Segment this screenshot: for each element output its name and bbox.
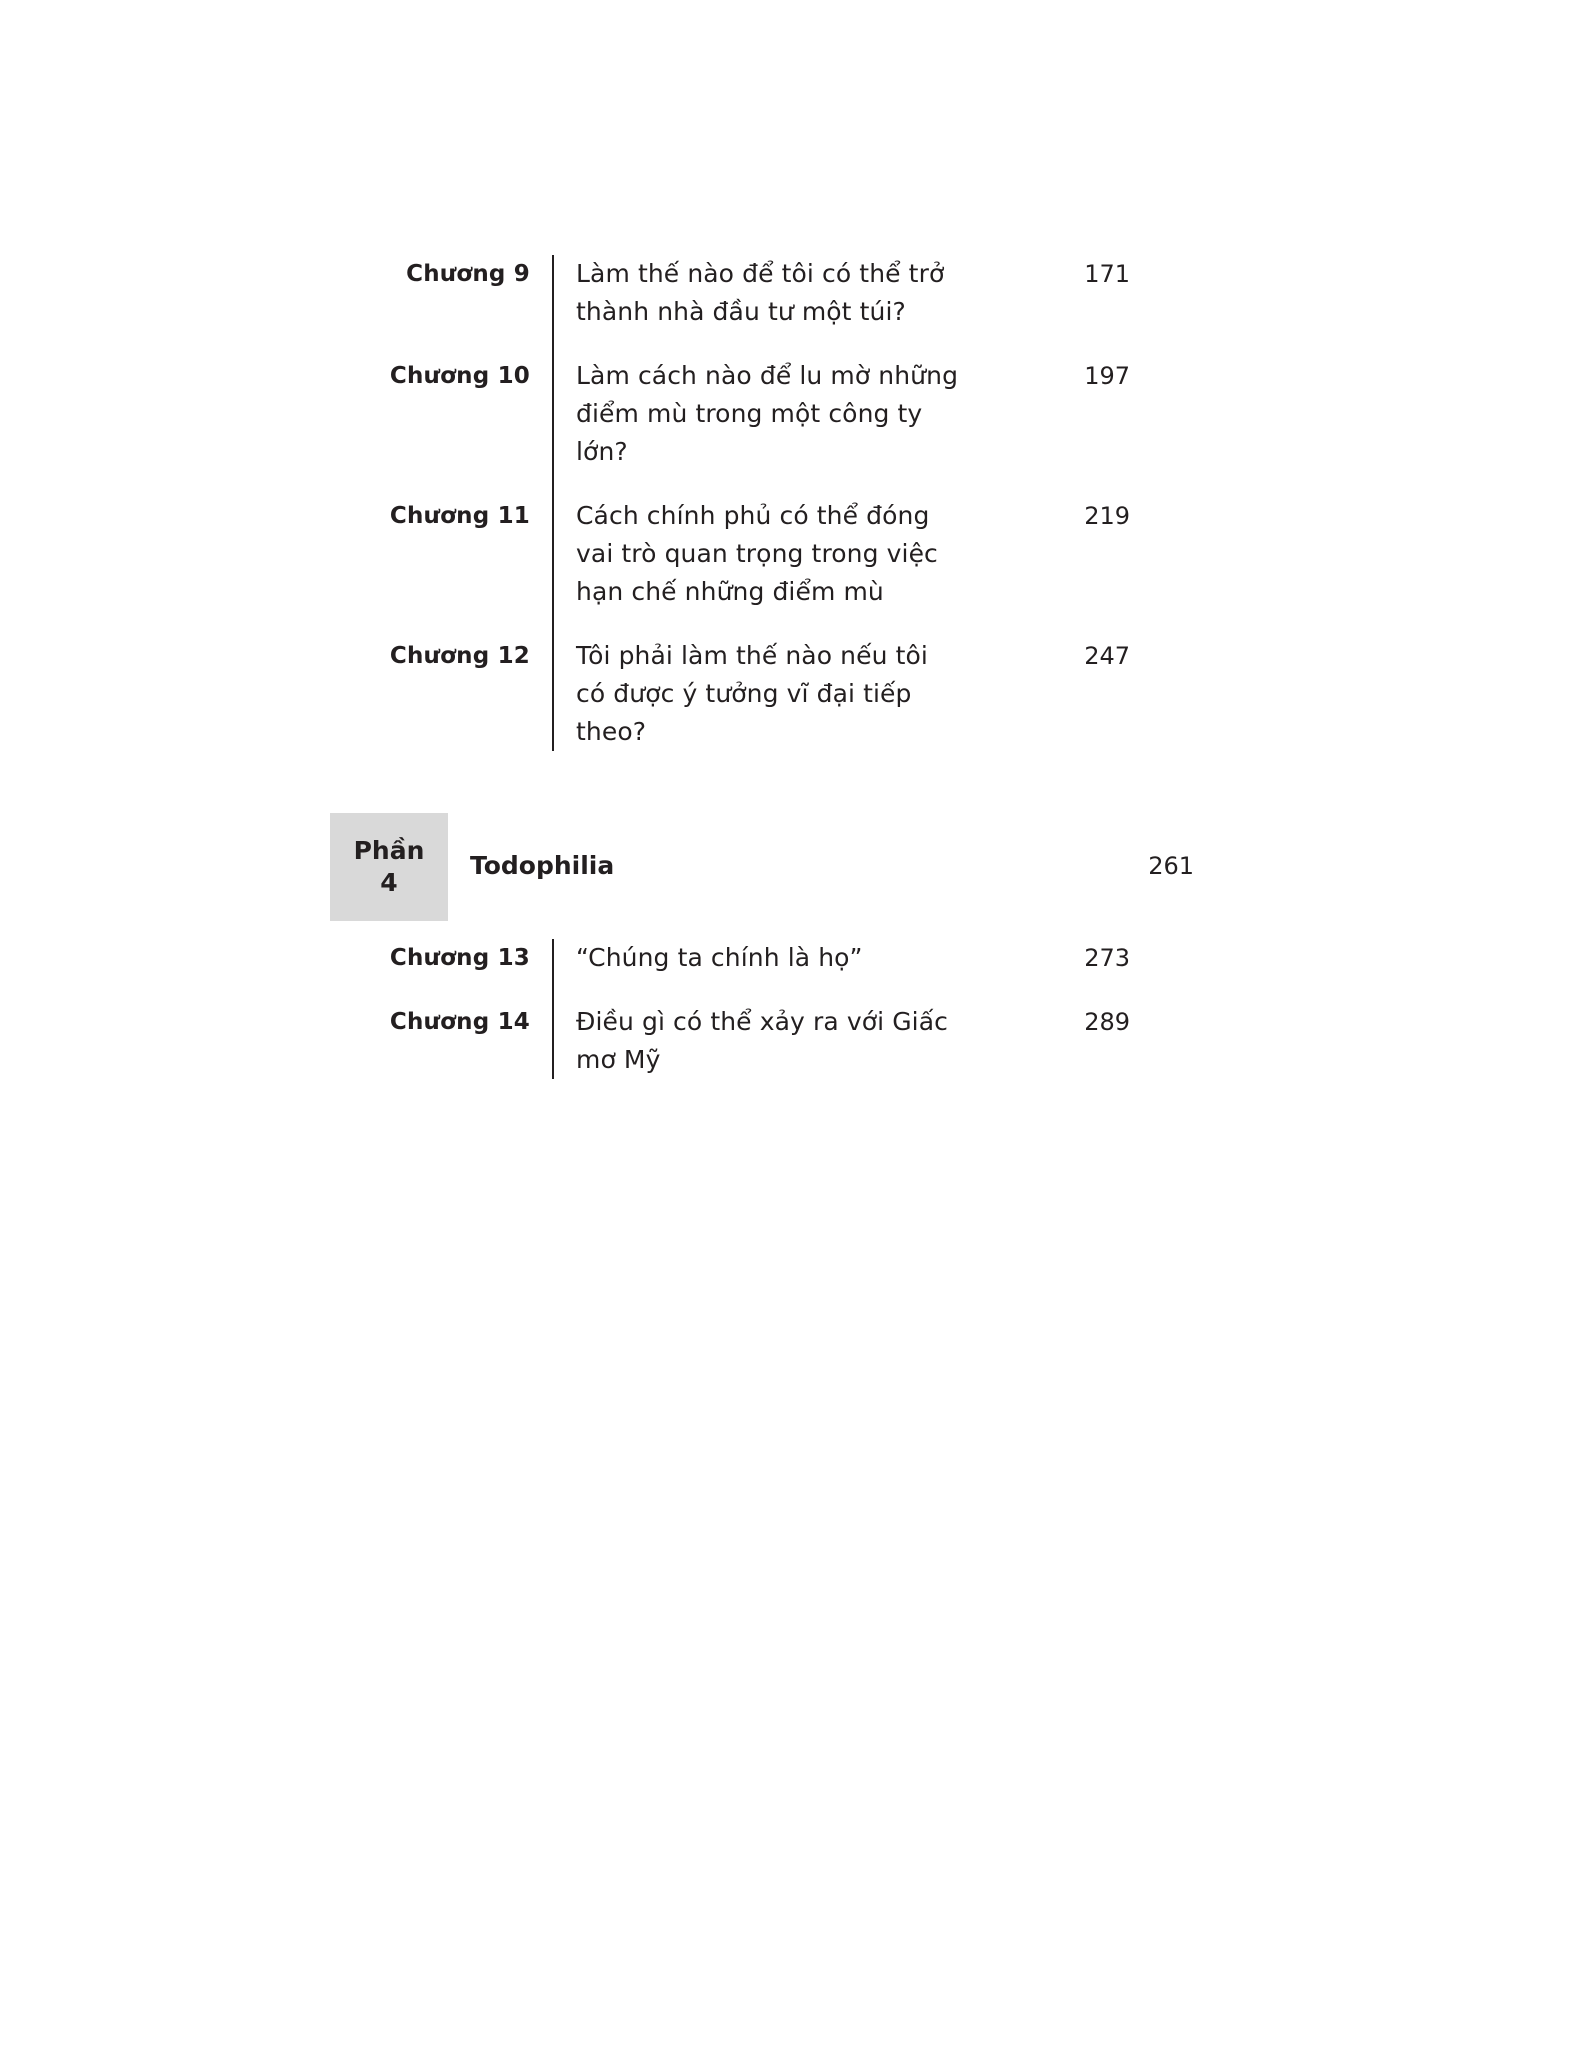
chapter-title-line: theo? <box>576 717 647 746</box>
chapter-title <box>576 497 1016 611</box>
chapter-group-1 <box>389 255 1230 751</box>
chapter-title <box>576 357 1016 471</box>
chapter-label: Chương 14 <box>389 1009 530 1035</box>
chapter-label: Chương 13 <box>389 945 530 971</box>
chapter-title-line: hạn chế những điểm mù <box>576 577 884 606</box>
chapter-label: Chương 10 <box>389 363 530 389</box>
chapter-title-line: điểm mù trong một công ty <box>576 399 923 428</box>
chapter-page-number: 247 <box>1084 642 1130 670</box>
toc-row[interactable] <box>389 637 1230 751</box>
chapter-title-line: Làm thế nào để tôi có thể trở <box>576 259 945 288</box>
chapter-title-line: Làm cách nào để lu mờ những <box>576 361 959 390</box>
chapter-title-line: có được ý tưởng vĩ đại tiếp <box>576 679 912 708</box>
toc-row[interactable] <box>389 939 1230 977</box>
chapter-label: Chương 12 <box>389 643 530 669</box>
toc-row[interactable] <box>406 255 1230 331</box>
toc-row[interactable] <box>389 497 1230 611</box>
chapter-page-number: 273 <box>1084 944 1130 972</box>
part-section-header[interactable] <box>330 813 1230 921</box>
chapter-title-line: mơ Mỹ <box>576 1045 661 1074</box>
chapter-title <box>576 637 1016 751</box>
toc-row[interactable] <box>389 357 1230 471</box>
chapter-title-line: “Chúng ta chính là họ” <box>576 943 863 972</box>
chapter-page-number: 219 <box>1084 502 1130 530</box>
chapter-title <box>576 1003 1016 1079</box>
part-page-number: 261 <box>1148 852 1194 880</box>
chapter-title-line: thành nhà đầu tư một túi? <box>576 297 906 326</box>
part-title: Todophilia <box>470 851 615 880</box>
part-badge-number: 4 <box>380 868 398 897</box>
chapter-title-line: Điều gì có thể xảy ra với Giấc <box>576 1007 948 1036</box>
chapter-page-number: 197 <box>1084 362 1130 390</box>
chapter-label: Chương 11 <box>389 503 530 529</box>
chapter-page-number: 289 <box>1084 1008 1130 1036</box>
chapter-title-line: Cách chính phủ có thể đóng <box>576 501 930 530</box>
part-badge <box>330 813 448 921</box>
part-badge-word: Phần <box>353 836 425 865</box>
chapter-title-line: vai trò quan trọng trong việc <box>576 539 938 568</box>
chapter-label: Chương 9 <box>406 261 530 287</box>
toc-row[interactable] <box>389 1003 1230 1079</box>
table-of-contents <box>330 255 1230 1079</box>
chapter-title-line: Tôi phải làm thế nào nếu tôi <box>576 641 928 670</box>
chapter-group-2 <box>389 939 1230 1079</box>
chapter-title-line: lớn? <box>576 437 628 466</box>
chapter-page-number: 171 <box>1084 260 1130 288</box>
chapter-title <box>576 939 1016 977</box>
chapter-title <box>576 255 1016 331</box>
